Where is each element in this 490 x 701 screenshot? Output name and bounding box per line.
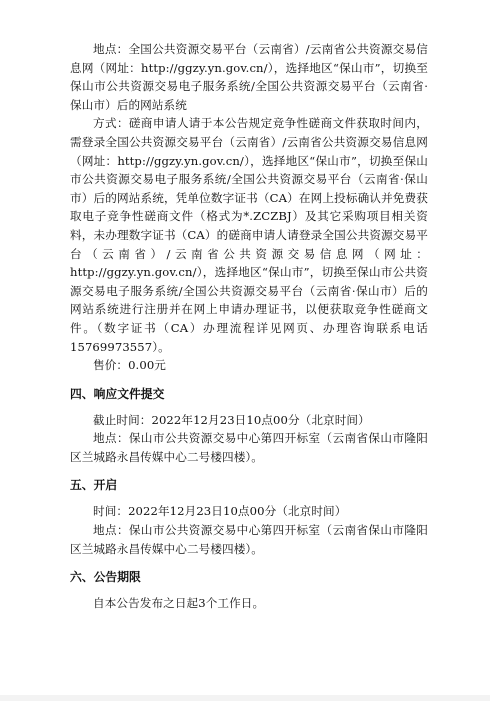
doc-price-paragraph: 售价：0.00元 — [93, 358, 166, 373]
section-heading-response-submission: 四、响应文件提交 — [70, 386, 165, 401]
submission-location-paragraph: 地点：保山市公共资源交易中心第四开标室（云南省保山市隆阳区兰城路永昌传媒中心二号楼四楼）。 — [70, 431, 428, 464]
section-heading-opening: 五、开启 — [70, 478, 118, 493]
section-heading-notice-period: 六、公告期限 — [70, 570, 141, 585]
page-bottom-edge — [0, 695, 490, 701]
opening-time-paragraph: 时间：2022年12月23日10点00分（北京时间） — [93, 504, 347, 519]
doc-location-paragraph: 地点：全国公共资源交易平台（云南省）/云南省公共资源交易信息网（网址：http://ggzy.yn.gov.cn/），选择地区“保山市”，切换至保山市公共资源交易电子服务系统/全国公共资源交易平台（云南省·保山市）后的网站系统 — [70, 42, 428, 112]
opening-location-paragraph: 地点：保山市公共资源交易中心第四开标室（云南省保山市隆阳区兰城路永昌传媒中心二号楼四楼）。 — [70, 523, 428, 556]
submission-deadline-paragraph: 截止时间：2022年12月23日10点00分（北京时间） — [93, 412, 370, 427]
notice-period-paragraph: 自本公告发布之日起3个工作日。 — [93, 596, 265, 611]
doc-method-paragraph: 方式：磋商申请人请于本公告规定竞争性磋商文件获取时间内，需登录全国公共资源交易平台（云南省）/云南省公共资源交易信息网（网址：http://ggzy.yn.gov.cn/），选择地区“保山市”，切换至保山市公共资源交易电子服务系统/全国公共资源交易平台（云南省·保山市）后的网站系统，凭单位数字证书（CA）在网上投标确认并免费获取电子竞争性磋商文件（格式为*.ZCZBJ）及其它采购项目相关资料，未办理数字证书（CA）的磋商申请人请登录全国公共资源交易平台（云南省）/云南省公共资源交易信息网（网址：http://ggzy.yn.gov.cn/），选择地区“保山市”，切换至保山市公共资源交易电子服务系统/全国公共资源交易平台（云南省·保山市）后的网站系统进行注册并在网上申请办理证书，以便获取竞争性磋商文件。（数字证书（CA）办理流程详见网页、办理咨询联系电话15769973557）。 — [70, 116, 428, 354]
